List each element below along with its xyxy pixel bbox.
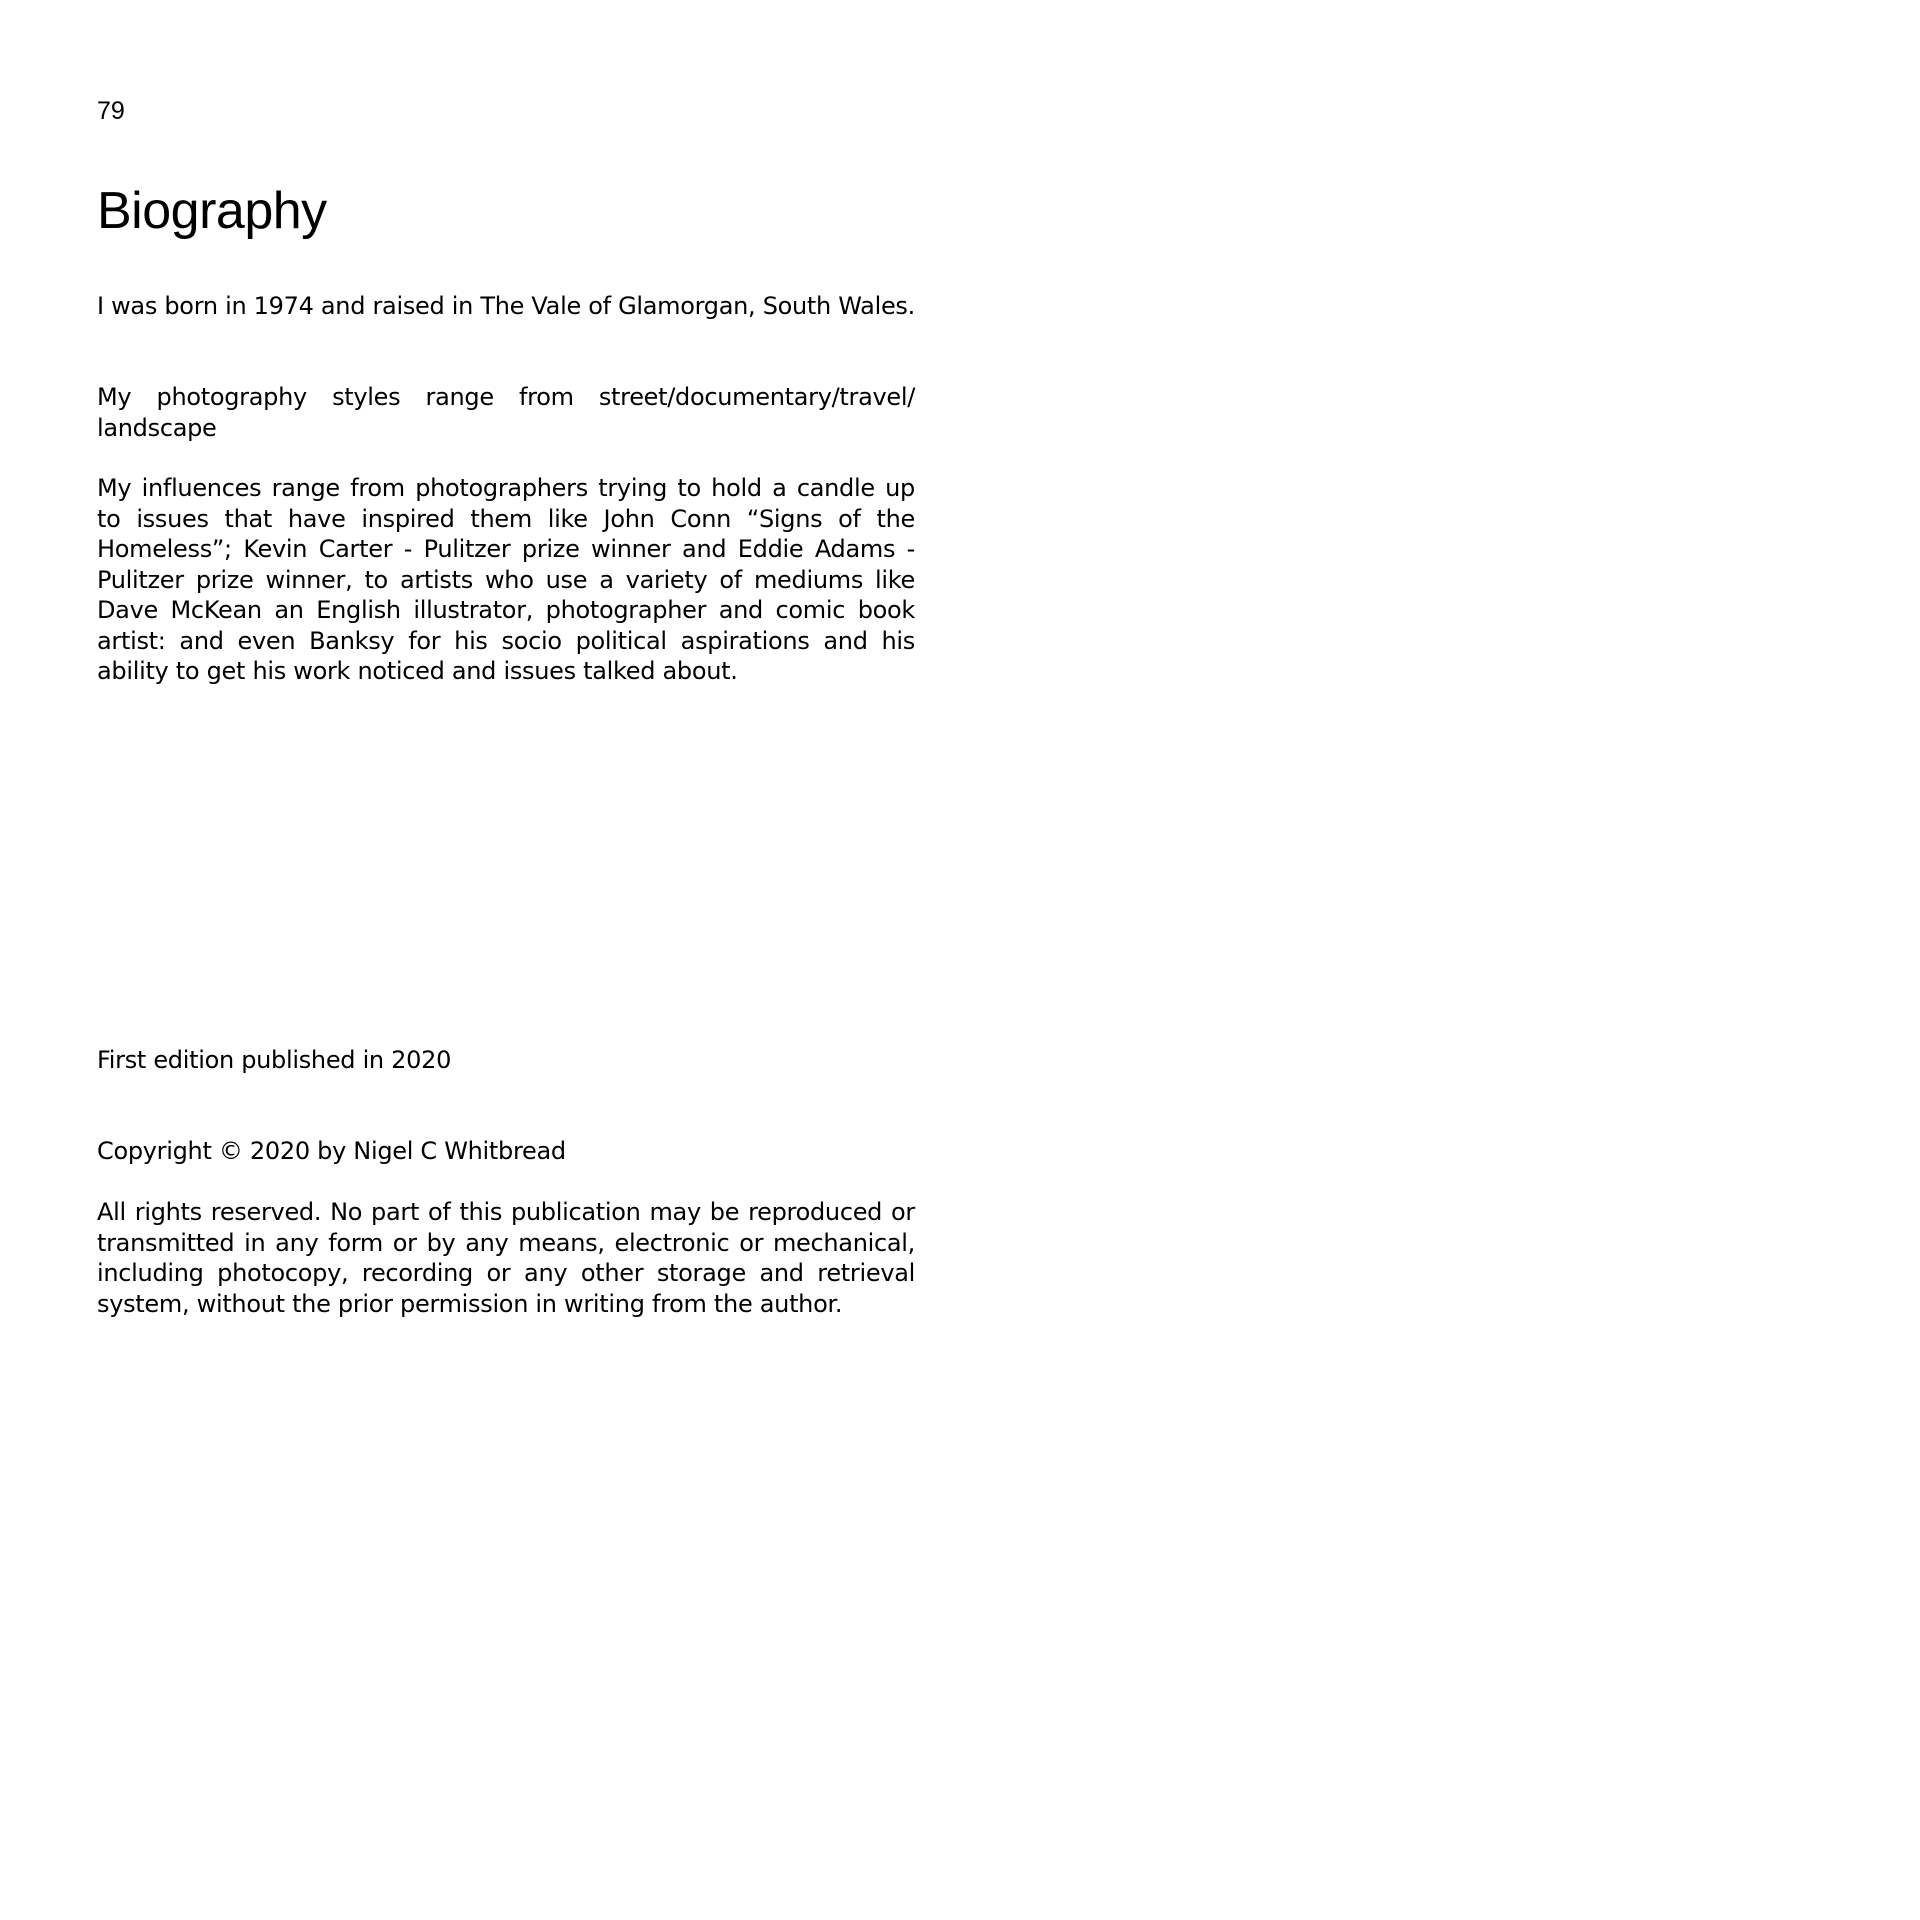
rights-notice [97, 1197, 915, 1319]
paragraph-text: My photography styles range from street/documentary/travel/ landscape [97, 383, 915, 442]
edition-text: First edition published in 2020 [97, 1046, 452, 1074]
edition-notice [97, 1045, 915, 1076]
paragraph-text: My influences range from photographers trying to hold a candle up to issues that have inspired them like John Conn “Signs of the Homeless”; Kevin Carter - Pulitzer prize winner and Eddie Adams - Pulitzer prize winner, to artists who use a variety of mediums like Dave McKean an English illustrator, photographer and comic book artist: and even Banksy for his socio political aspirations and his ability to get his work noticed and issues talked about. [97, 474, 915, 685]
biography-paragraph-influences [97, 473, 915, 687]
copyright-notice [97, 1136, 915, 1167]
page-number: 79 [97, 97, 125, 125]
biography-paragraph-birth [97, 291, 915, 322]
page-title: Biography [97, 182, 327, 240]
biography-paragraph-styles [97, 382, 915, 443]
copyright-text: Copyright © 2020 by Nigel C Whitbread [97, 1137, 566, 1165]
rights-text: All rights reserved. No part of this publication may be reproduced or transmitted in any form or by any means, electronic or mechanical, including photocopy, recording or any other storage and retrieval system, without the prior permission in writing from the author. [97, 1198, 915, 1318]
paragraph-text: I was born in 1974 and raised in The Vale of Glamorgan, South Wales. [97, 292, 915, 320]
